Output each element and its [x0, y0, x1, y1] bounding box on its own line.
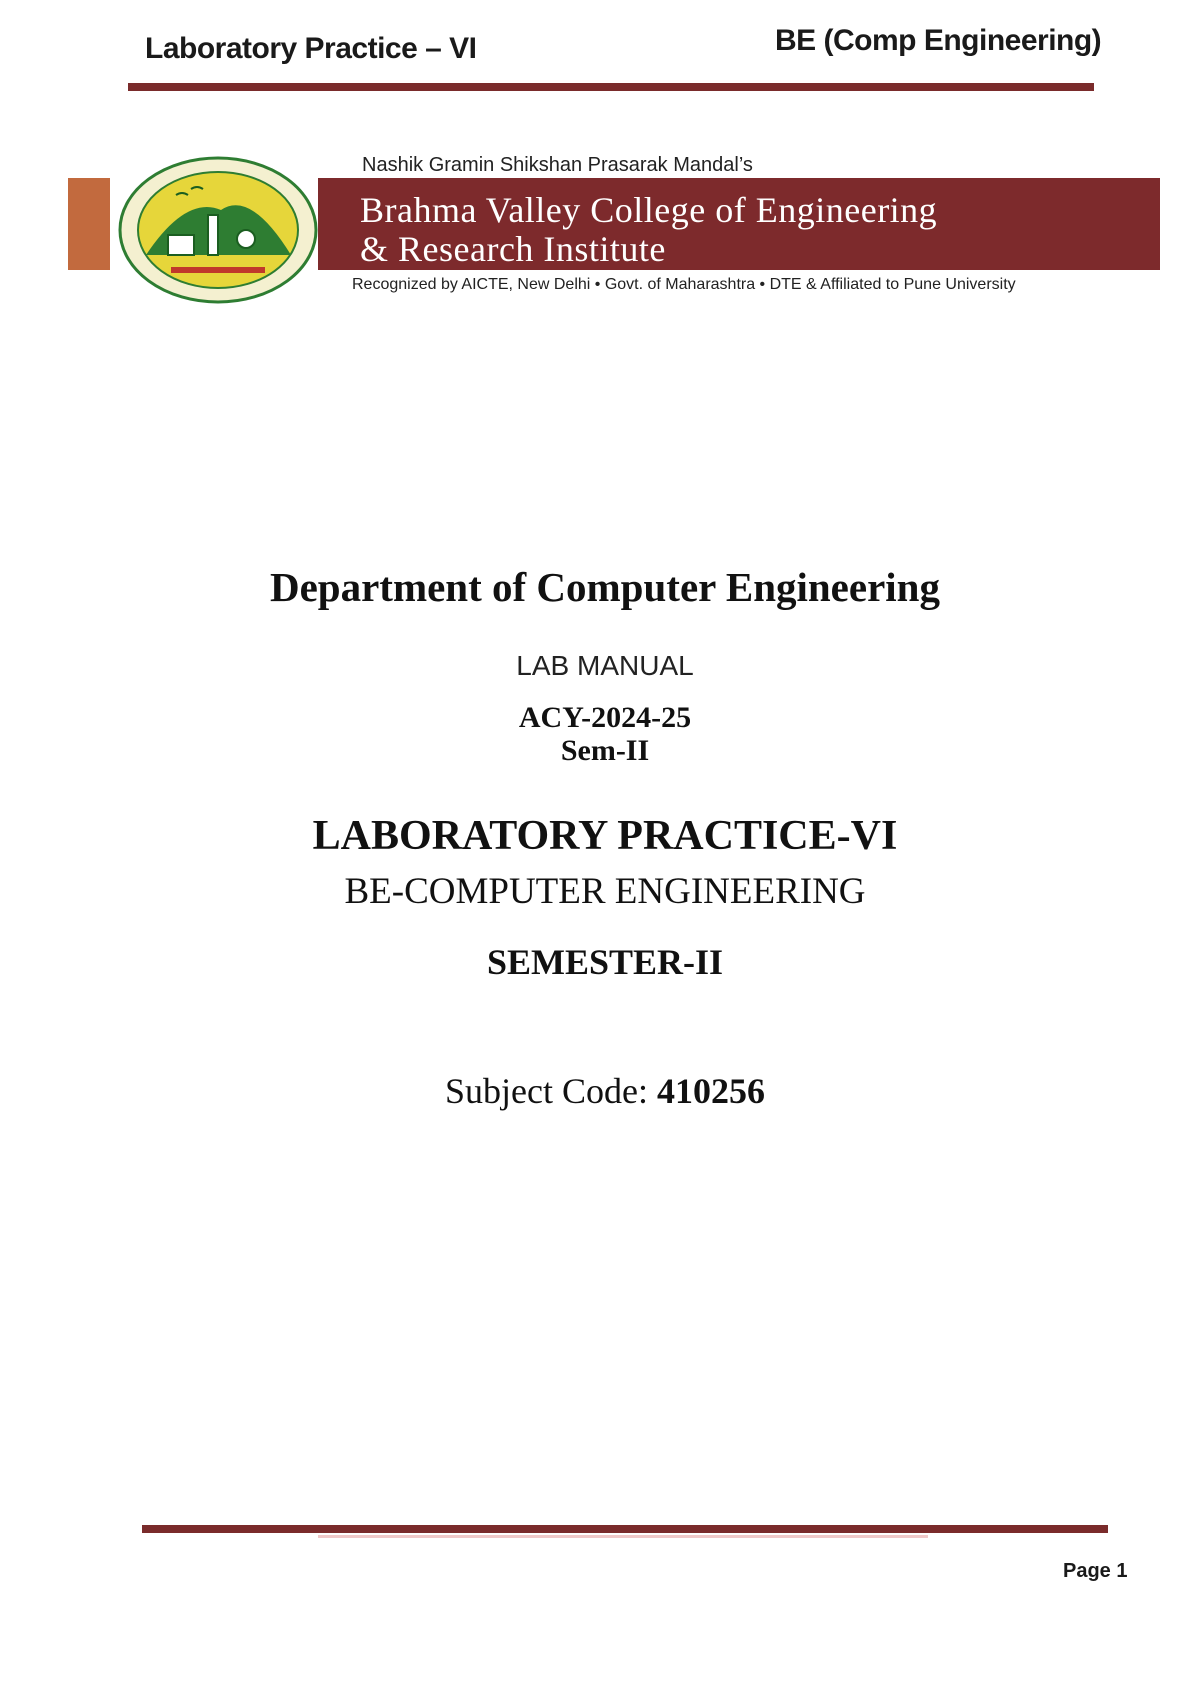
- header-divider: [128, 83, 1094, 91]
- header-course-title: Laboratory Practice – VI: [145, 32, 477, 65]
- department-title: Department of Computer Engineering: [270, 564, 940, 610]
- subject-code-value: 410256: [656, 1071, 765, 1111]
- college-name-line2: & Research Institute: [360, 229, 666, 269]
- page-number: Page 1: [1063, 1560, 1128, 1582]
- semester-title: SEMESTER-II: [486, 942, 724, 982]
- college-name-line1: Brahma Valley College of Engineering: [360, 190, 938, 230]
- academic-year: ACY-2024-25: [518, 701, 692, 734]
- semester-short: Sem-II: [560, 734, 650, 767]
- header-program: BE (Comp Engineering): [775, 24, 1102, 57]
- manual-label: LAB MANUAL: [516, 650, 694, 681]
- trust-name: Nashik Gramin Shikshan Prasarak Mandal’s: [362, 154, 753, 176]
- footer-divider: [142, 1525, 1108, 1533]
- footer-strip: [318, 1535, 928, 1538]
- recognition-text: Recognized by AICTE, New Delhi • Govt. of Maharashtra • DTE & Affiliated to Pune University: [352, 276, 1016, 293]
- subject-code-label: Subject Code:: [445, 1071, 648, 1111]
- college-emblem-icon: [116, 155, 320, 305]
- subject-code-line: [0, 1070, 1200, 1112]
- banner-accent-band: [68, 178, 110, 270]
- course-title: LABORATORY PRACTICE-VI: [312, 813, 898, 859]
- program-title: BE-COMPUTER ENGINEERING: [344, 871, 866, 912]
